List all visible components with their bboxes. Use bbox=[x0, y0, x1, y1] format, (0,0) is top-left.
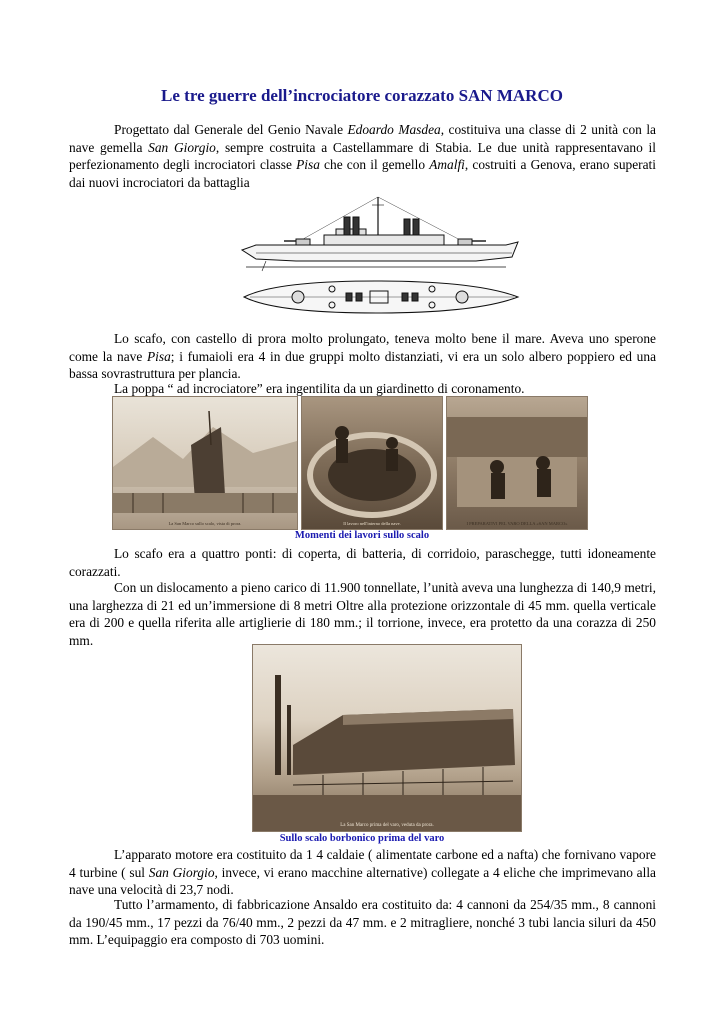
paragraph-displacement: Con un dislocamento a pieno carico di 11.900 tonnellate, l’unità aveva una lunghezza di 140,9 metri, una larghezza di 21 ed un’immersione di 8 metri Oltre alla protezione orizzontale di 45 mm. quella verticale era di 200 e quella riferita alle artiglierie di 180 mm.; il torrione, invece, era protetto da una corazza di 250 mm. bbox=[69, 580, 656, 648]
photo-hull-on-slip-caption: La San Marco sullo scalo, vista di prora. bbox=[168, 521, 242, 526]
ship-profile-view bbox=[242, 197, 518, 271]
page-title: Le tre guerre dell’incrociatore corazzato SAN MARCO bbox=[161, 86, 563, 105]
photo-workers-inside-ship bbox=[301, 396, 443, 530]
paragraph-engine: L’apparato motore era costituito da 1 4 caldaie ( alimentate carbone ed a nafta) che fornivano vapore 4 turbine ( sul San Giorgio, invece, vi erano macchine alternative) collegate a 4 eliche che imprimevano alla nave una velocità di 23,7 nodi. bbox=[69, 847, 656, 898]
ship-plan-view bbox=[244, 281, 518, 313]
caption-works-on-slip: Momenti dei lavori sullo scalo bbox=[294, 530, 430, 541]
paragraph-stern: La poppa “ ad incrociatore” era ingentilita da un giardinetto di coronamento. bbox=[114, 381, 525, 396]
paragraph-armament: Tutto l’armamento, di fabbricazione Ansaldo era costituito da: 4 cannoni da 254/35 mm., 8 cannoni da 190/45 mm., 17 pezzi da 76/40 mm., 2 pezzi da 47 mm. e 2 mitragliere, nonché 3 tubi lancia siluri da 450 mm. L’equipaggio era composto di 703 uomini. bbox=[69, 897, 656, 948]
photo-hull-on-slip bbox=[112, 396, 298, 530]
photo-ship-before-launch-caption: La San Marco prima del varo, veduta da prora. bbox=[340, 823, 434, 828]
photo-launch-preparations-caption: I PREPARATIVI PEL VARO DELLA «SAN MARCO» bbox=[466, 521, 568, 526]
paragraph-hull: Lo scafo, con castello di prora molto prolungato, teneva molto bene il mare. Aveva uno sperone come la nave Pisa; i fumaioli era 4 in due gruppi molto distanziati, vi era un solo albero poppiero ed una bassa sovrastruttura per plancia. bbox=[69, 331, 657, 382]
photo-workers-inside-ship-caption: Il lavoro nell'interno della nave. bbox=[343, 521, 401, 526]
paragraph-decks: Lo scafo era a quattro ponti: di coperta, di batteria, di corridoio, paraschegge, tutti idoneamente corazzati. bbox=[69, 546, 656, 579]
photo-ship-before-launch bbox=[252, 644, 522, 832]
caption-bourbon-slip: Sullo scalo borbonico prima del varo bbox=[279, 833, 445, 844]
paragraph-intro: Progettato dal Generale del Genio Navale Edoardo Masdea, costituiva una classe di 2 unità con la nave gemella San Giorgio, sempre costruita a Castellammare di Stabia. Le due unità rappresentavano il perfezionamento degli incrociatori classe Pisa che con il gemello Amalfi, costruiti a Genova, erano superati dai nuovi incrociatori da battaglia bbox=[69, 122, 656, 190]
ship-drawing bbox=[236, 195, 522, 317]
photo-launch-preparations bbox=[446, 396, 588, 530]
